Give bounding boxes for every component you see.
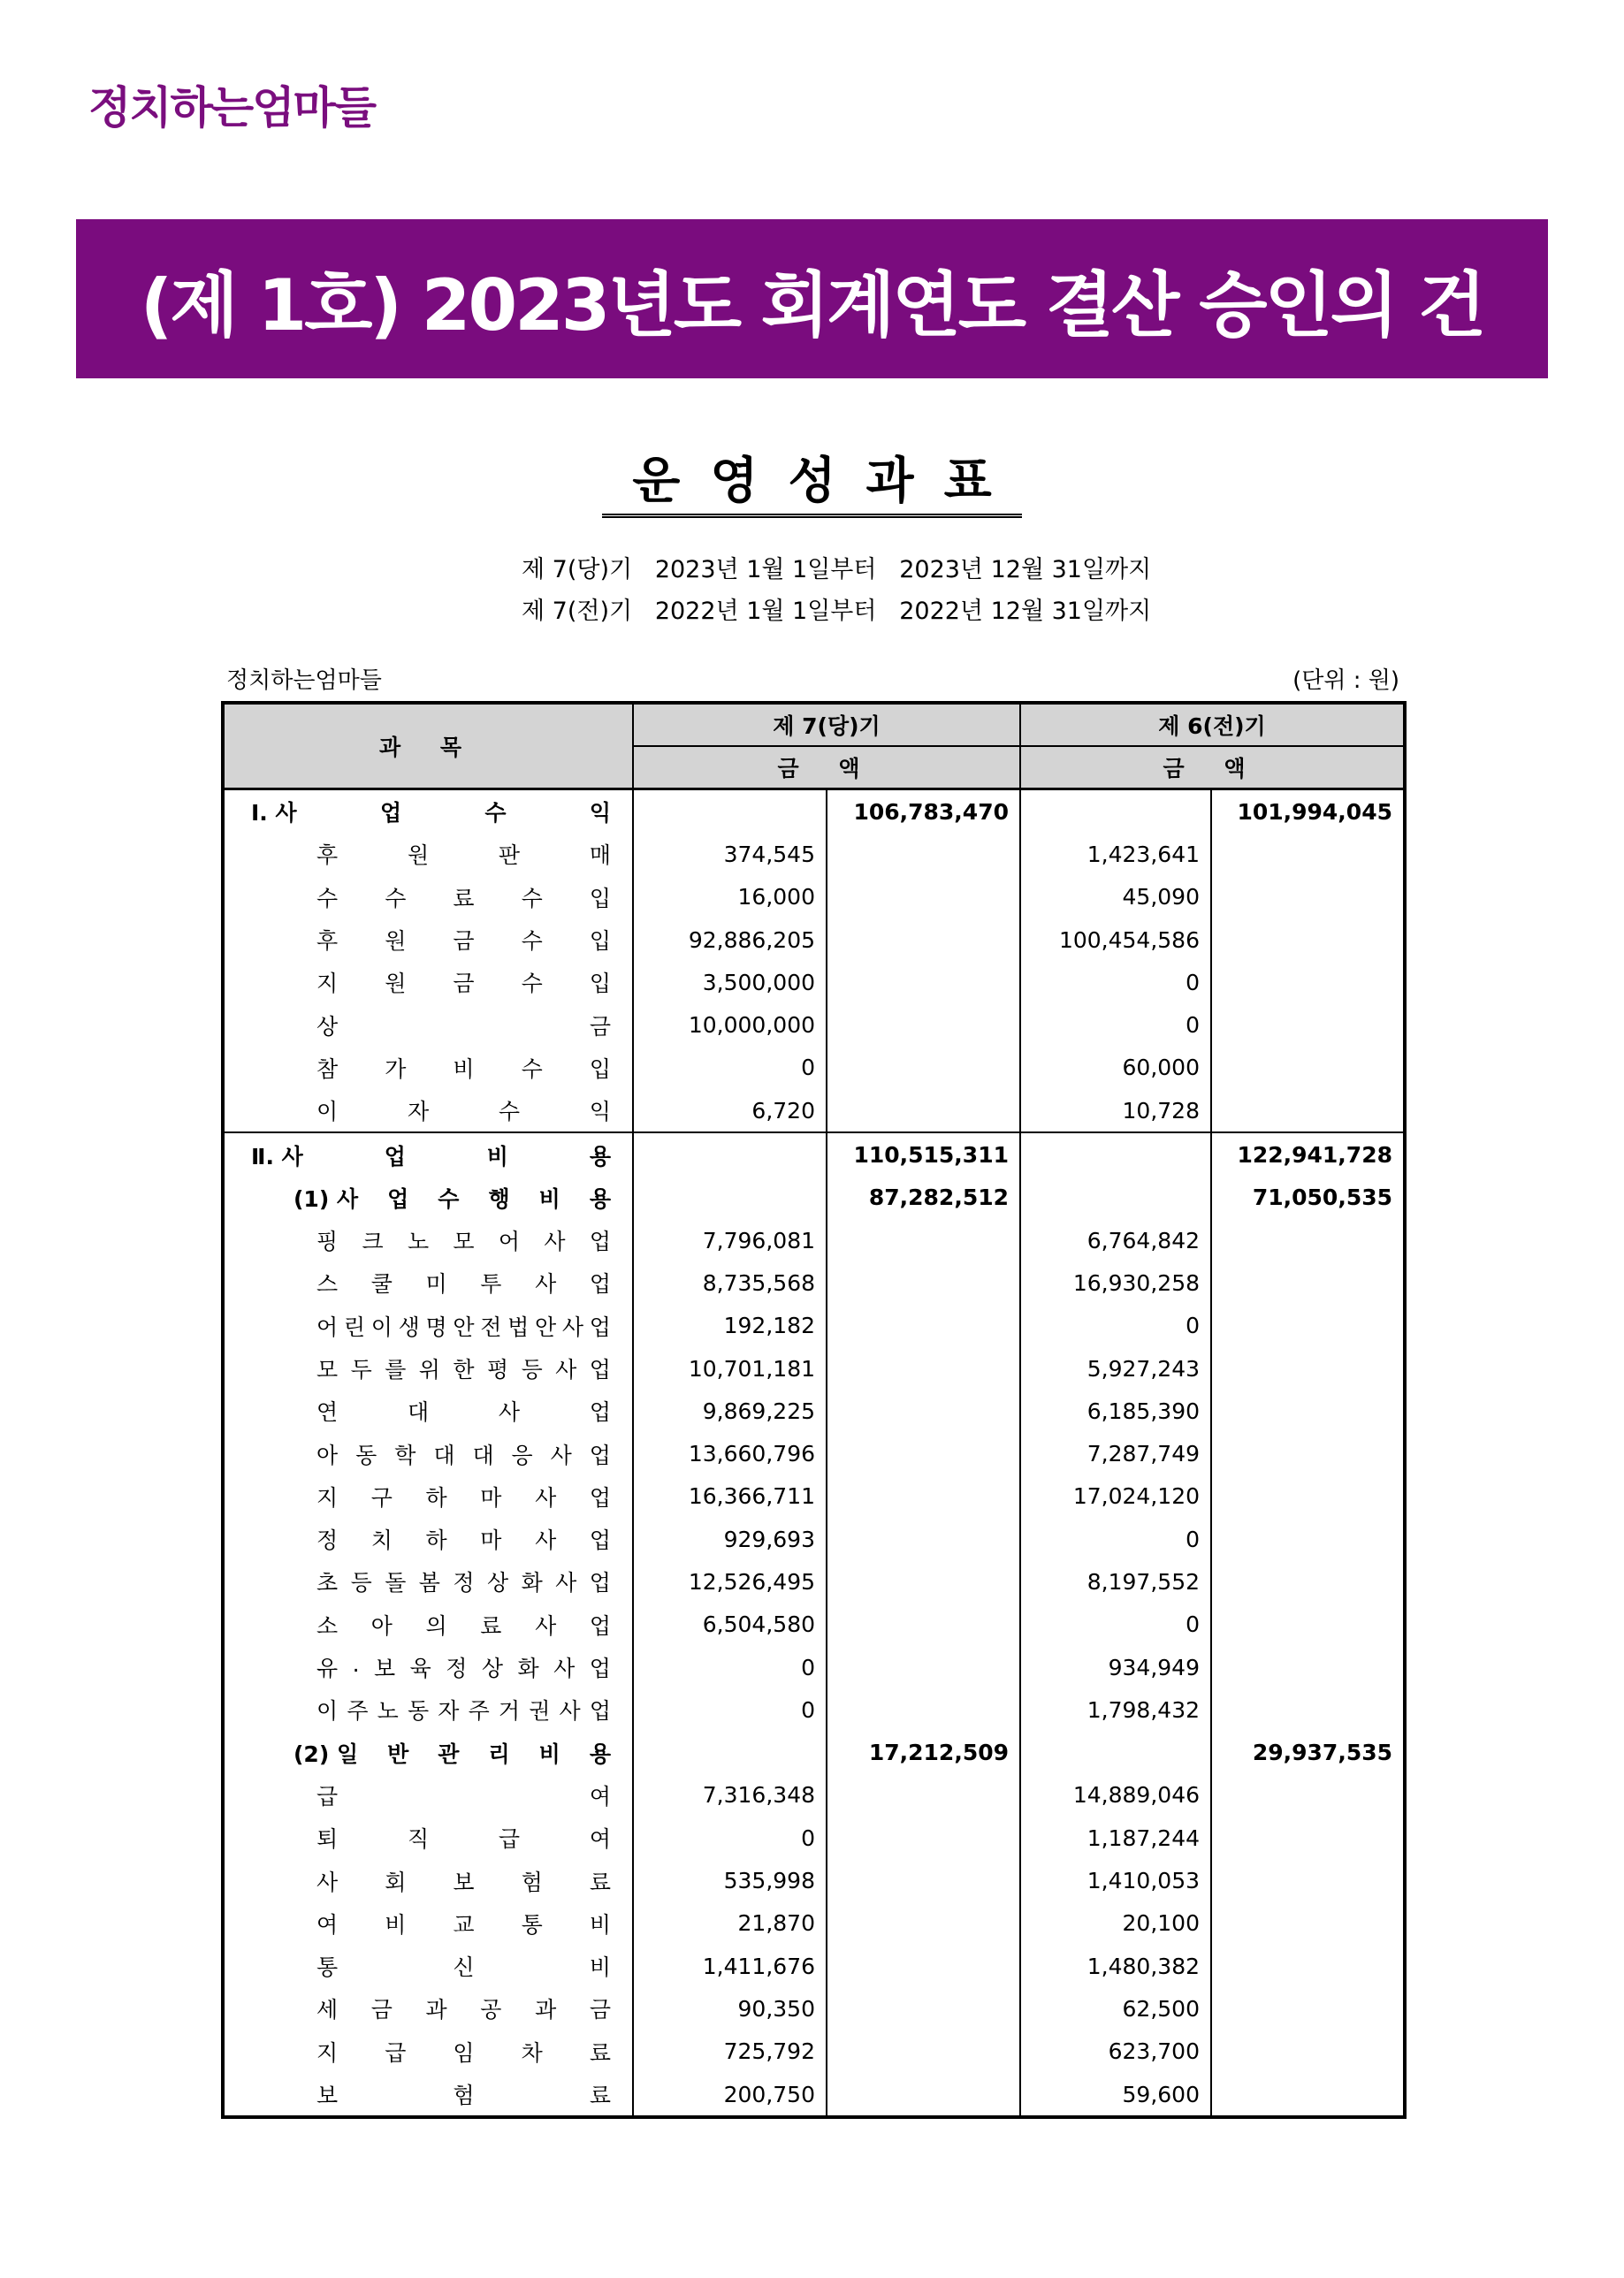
prior-detail-amount [1020, 1732, 1211, 1774]
account-cell [223, 1518, 633, 1560]
prior-detail-amount: 0 [1020, 961, 1211, 1003]
agenda-banner [76, 219, 1548, 378]
account-label: (2) 일 반 관 리 비 용 [294, 1741, 611, 1767]
current-detail-amount [633, 1132, 827, 1176]
prior-detail-amount: 1,423,641 [1020, 833, 1211, 875]
account-label: 통 신 비 [316, 1954, 611, 1981]
prior-detail-amount: 5,927,243 [1020, 1347, 1211, 1390]
current-detail-amount: 9,869,225 [633, 1390, 827, 1432]
current-total-amount [827, 1945, 1020, 1987]
prior-total-amount [1211, 1945, 1405, 1987]
table-row [223, 1987, 1405, 2030]
prior-total-amount [1211, 1305, 1405, 1347]
current-total-amount [827, 961, 1020, 1003]
prior-total-amount [1211, 1475, 1405, 1518]
prior-total-amount [1211, 1646, 1405, 1688]
prior-detail-amount: 7,287,749 [1020, 1432, 1211, 1474]
account-cell [223, 2030, 633, 2073]
table-row [223, 1347, 1405, 1390]
financial-statement-table [221, 701, 1407, 2119]
table-row [223, 1047, 1405, 1089]
account-cell [223, 1732, 633, 1774]
agenda-title: (제 1호) 2023년도 회계연도 결산 승인의 건 [140, 263, 1484, 347]
account-label: Ⅰ. 사 업 수 익 [251, 800, 611, 827]
table-row [223, 1560, 1405, 1603]
account-cell [223, 1475, 633, 1518]
header-prior-amount: 금 액 [1020, 746, 1405, 789]
account-label: 모 두 를 위 한 평 등 사 업 [316, 1357, 611, 1383]
current-total-amount [827, 876, 1020, 918]
current-detail-amount: 16,000 [633, 876, 827, 918]
current-detail-amount [633, 1177, 827, 1219]
prior-detail-amount: 62,500 [1020, 1987, 1211, 2030]
account-label: 핑 크 노 모 어 사 업 [316, 1229, 611, 1255]
current-total-amount [827, 2073, 1020, 2117]
prior-detail-amount: 1,410,053 [1020, 1859, 1211, 1901]
prior-detail-amount: 6,185,390 [1020, 1390, 1211, 1432]
current-total-amount [827, 1604, 1020, 1646]
table-row [223, 1646, 1405, 1688]
account-cell [223, 961, 633, 1003]
current-detail-amount: 6,720 [633, 1089, 827, 1132]
table-row [223, 1305, 1405, 1347]
current-detail-amount: 90,350 [633, 1987, 827, 2030]
prior-total-amount [1211, 2030, 1405, 2073]
account-cell [223, 1604, 633, 1646]
account-cell [223, 918, 633, 961]
account-cell [223, 1390, 633, 1432]
account-cell [223, 2073, 633, 2117]
account-cell [223, 1132, 633, 1176]
current-total-amount [827, 1518, 1020, 1560]
account-cell [223, 1560, 633, 1603]
table-row [223, 1261, 1405, 1304]
table-row [223, 1774, 1405, 1817]
table-row [223, 1604, 1405, 1646]
current-detail-amount: 8,735,568 [633, 1261, 827, 1304]
prior-total-amount [1211, 1774, 1405, 1817]
account-label: 후 원 판 매 [316, 842, 611, 869]
prior-detail-amount: 6,764,842 [1020, 1219, 1211, 1261]
current-total-amount [827, 1390, 1020, 1432]
current-total-amount [827, 1261, 1020, 1304]
table-row [223, 789, 1405, 834]
prior-detail-amount: 0 [1020, 1604, 1211, 1646]
table-row [223, 2073, 1405, 2117]
prior-detail-amount: 1,480,382 [1020, 1945, 1211, 1987]
current-total-amount [827, 1475, 1020, 1518]
account-cell [223, 1432, 633, 1474]
period-prior: 제 7(전)기 2022년 1월 1일부터 2022년 12월 31일까지 [522, 598, 1152, 625]
account-label: 수 수 료 수 입 [316, 885, 611, 911]
table-row [223, 1177, 1405, 1219]
current-detail-amount: 725,792 [633, 2030, 827, 2073]
prior-detail-amount [1020, 1132, 1211, 1176]
current-total-amount [827, 1047, 1020, 1089]
table-row [223, 2030, 1405, 2073]
period-current: 제 7(당)기 2023년 1월 1일부터 2023년 12월 31일까지 [522, 556, 1152, 583]
prior-total-amount [1211, 1518, 1405, 1560]
account-label: 스 쿨 미 투 사 업 [316, 1271, 611, 1298]
current-detail-amount: 3,500,000 [633, 961, 827, 1003]
current-detail-amount: 7,316,348 [633, 1774, 827, 1817]
table-row [223, 1688, 1405, 1731]
current-total-amount [827, 1560, 1020, 1603]
account-cell [223, 1347, 633, 1390]
header-current-amount: 금 액 [633, 746, 1020, 789]
account-cell [223, 1646, 633, 1688]
prior-total-amount [1211, 833, 1405, 875]
current-detail-amount: 374,545 [633, 833, 827, 875]
current-detail-amount: 12,526,495 [633, 1560, 827, 1603]
current-total-amount [827, 1305, 1020, 1347]
table-row [223, 833, 1405, 875]
current-detail-amount: 0 [633, 1688, 827, 1731]
current-total-amount [827, 1219, 1020, 1261]
prior-total-amount [1211, 1089, 1405, 1132]
prior-total-amount [1211, 961, 1405, 1003]
table-row [223, 1902, 1405, 1945]
account-label: 연 대 사 업 [316, 1399, 611, 1426]
current-total-amount [827, 1902, 1020, 1945]
current-detail-amount: 0 [633, 1817, 827, 1859]
prior-detail-amount: 0 [1020, 1518, 1211, 1560]
current-detail-amount: 192,182 [633, 1305, 827, 1347]
current-detail-amount: 0 [633, 1047, 827, 1089]
prior-detail-amount [1020, 1177, 1211, 1219]
account-label: (1) 사 업 수 행 비 용 [294, 1185, 611, 1212]
current-detail-amount: 0 [633, 1646, 827, 1688]
account-cell [223, 1902, 633, 1945]
current-total-amount: 87,282,512 [827, 1177, 1020, 1219]
account-label: 여 비 교 통 비 [316, 1911, 611, 1938]
prior-total-amount [1211, 1047, 1405, 1089]
current-detail-amount: 21,870 [633, 1902, 827, 1945]
prior-detail-amount: 14,889,046 [1020, 1774, 1211, 1817]
current-total-amount [827, 833, 1020, 875]
prior-detail-amount: 17,024,120 [1020, 1475, 1211, 1518]
prior-total-amount [1211, 876, 1405, 918]
account-cell [223, 1817, 633, 1859]
account-label: 사 회 보 험 료 [316, 1869, 611, 1895]
account-cell [223, 876, 633, 918]
current-total-amount [827, 1003, 1020, 1046]
current-detail-amount: 10,701,181 [633, 1347, 827, 1390]
document-title: 운영성과표 [602, 453, 1021, 518]
current-total-amount [827, 1089, 1020, 1132]
prior-total-amount [1211, 1432, 1405, 1474]
prior-total-amount [1211, 1261, 1405, 1304]
table-row [223, 1219, 1405, 1261]
account-label: 보 험 료 [316, 2083, 611, 2109]
account-label: 지 원 금 수 입 [316, 971, 611, 997]
account-label: 참 가 비 수 입 [316, 1055, 611, 1082]
current-total-amount [827, 1646, 1020, 1688]
prior-total-amount [1211, 1987, 1405, 2030]
prior-total-amount: 29,937,535 [1211, 1732, 1405, 1774]
prior-total-amount [1211, 1560, 1405, 1603]
prior-total-amount [1211, 1902, 1405, 1945]
prior-total-amount [1211, 918, 1405, 961]
table-row [223, 1132, 1405, 1176]
account-label: Ⅱ. 사 업 비 용 [251, 1143, 611, 1169]
prior-total-amount [1211, 2073, 1405, 2117]
prior-total-amount: 71,050,535 [1211, 1177, 1405, 1219]
brand-logo-text: 정치하는엄마들 [88, 82, 376, 133]
current-detail-amount [633, 789, 827, 834]
document-title-wrap [0, 442, 1624, 513]
table-row [223, 961, 1405, 1003]
prior-detail-amount: 45,090 [1020, 876, 1211, 918]
table-row [223, 1859, 1405, 1901]
prior-total-amount [1211, 1390, 1405, 1432]
current-detail-amount: 10,000,000 [633, 1003, 827, 1046]
account-label: 퇴 직 급 여 [316, 1826, 611, 1853]
current-total-amount [827, 1774, 1020, 1817]
header-current-period: 제 7(당)기 [633, 703, 1020, 746]
account-cell [223, 1089, 633, 1132]
prior-detail-amount: 0 [1020, 1305, 1211, 1347]
current-total-amount: 17,212,509 [827, 1732, 1020, 1774]
table-row [223, 1817, 1405, 1859]
account-label: 이 주 노 동 자 주 거 권 사 업 [316, 1698, 611, 1725]
prior-total-amount [1211, 1219, 1405, 1261]
table-row [223, 1732, 1405, 1774]
account-cell [223, 1987, 633, 2030]
account-cell [223, 833, 633, 875]
prior-detail-amount: 934,949 [1020, 1646, 1211, 1688]
prior-detail-amount: 1,187,244 [1020, 1817, 1211, 1859]
account-cell [223, 1688, 633, 1731]
current-detail-amount: 13,660,796 [633, 1432, 827, 1474]
prior-detail-amount: 0 [1020, 1003, 1211, 1046]
table-row [223, 876, 1405, 918]
prior-total-amount [1211, 1003, 1405, 1046]
account-cell [223, 789, 633, 834]
current-total-amount [827, 1688, 1020, 1731]
organization-name: 정치하는엄마들 [226, 667, 382, 694]
account-label: 지 구 하 마 사 업 [316, 1484, 611, 1511]
account-label: 후 원 금 수 입 [316, 928, 611, 955]
prior-total-amount [1211, 1347, 1405, 1390]
prior-detail-amount: 20,100 [1020, 1902, 1211, 1945]
account-label: 유 . 보 육 정 상 화 사 업 [316, 1651, 611, 1682]
current-total-amount [827, 1817, 1020, 1859]
current-total-amount: 110,515,311 [827, 1132, 1020, 1176]
current-detail-amount: 16,366,711 [633, 1475, 827, 1518]
account-label: 정 치 하 마 사 업 [316, 1528, 611, 1554]
account-cell [223, 1774, 633, 1817]
current-detail-amount: 535,998 [633, 1859, 827, 1901]
table-row [223, 1089, 1405, 1132]
current-total-amount [827, 918, 1020, 961]
current-detail-amount [633, 1732, 827, 1774]
prior-detail-amount: 10,728 [1020, 1089, 1211, 1132]
current-detail-amount: 92,886,205 [633, 918, 827, 961]
account-label: 어 린 이 생 명 안 전 법 안 사 업 [316, 1314, 611, 1340]
current-total-amount: 106,783,470 [827, 789, 1020, 834]
current-total-amount [827, 1859, 1020, 1901]
table-row [223, 918, 1405, 961]
table-row [223, 1432, 1405, 1474]
account-label: 소 아 의 료 사 업 [316, 1612, 611, 1639]
prior-total-amount: 101,994,045 [1211, 789, 1405, 834]
prior-total-amount [1211, 1817, 1405, 1859]
current-detail-amount: 7,796,081 [633, 1219, 827, 1261]
current-total-amount [827, 1432, 1020, 1474]
account-label: 이 자 수 익 [316, 1099, 611, 1125]
header-subject: 과 목 [223, 703, 633, 789]
prior-detail-amount: 1,798,432 [1020, 1688, 1211, 1731]
account-label: 지 급 임 차 료 [316, 2039, 611, 2066]
table-header [223, 703, 1405, 789]
current-detail-amount: 929,693 [633, 1518, 827, 1560]
account-cell [223, 1945, 633, 1987]
current-detail-amount: 200,750 [633, 2073, 827, 2117]
prior-detail-amount: 60,000 [1020, 1047, 1211, 1089]
account-label: 초 등 돌 봄 정 상 화 사 업 [316, 1570, 611, 1596]
account-cell [223, 1047, 633, 1089]
current-detail-amount: 1,411,676 [633, 1945, 827, 1987]
prior-detail-amount [1020, 789, 1211, 834]
table-row [223, 1390, 1405, 1432]
current-detail-amount: 6,504,580 [633, 1604, 827, 1646]
account-cell [223, 1305, 633, 1347]
header-prior-period: 제 6(전)기 [1020, 703, 1405, 746]
prior-total-amount [1211, 1859, 1405, 1901]
prior-detail-amount: 623,700 [1020, 2030, 1211, 2073]
account-label: 아 동 학 대 대 응 사 업 [316, 1442, 611, 1468]
table-row [223, 1518, 1405, 1560]
account-label: 급 여 [316, 1783, 611, 1809]
prior-detail-amount: 16,930,258 [1020, 1261, 1211, 1304]
table-row [223, 1475, 1405, 1518]
prior-detail-amount: 100,454,586 [1020, 918, 1211, 961]
account-cell [223, 1219, 633, 1261]
table-row [223, 1003, 1405, 1046]
account-label: 세 금 과 공 과 금 [316, 1997, 611, 2023]
prior-total-amount [1211, 1688, 1405, 1731]
prior-total-amount [1211, 1604, 1405, 1646]
table-body [223, 789, 1405, 2118]
table-row [223, 1945, 1405, 1987]
prior-detail-amount: 8,197,552 [1020, 1560, 1211, 1603]
current-total-amount [827, 1347, 1020, 1390]
account-cell [223, 1003, 633, 1046]
account-cell [223, 1261, 633, 1304]
unit-label: (단위 : 원) [1292, 667, 1399, 694]
account-cell [223, 1177, 633, 1219]
account-label: 상 금 [316, 1013, 611, 1040]
prior-total-amount: 122,941,728 [1211, 1132, 1405, 1176]
current-total-amount [827, 2030, 1020, 2073]
prior-detail-amount: 59,600 [1020, 2073, 1211, 2117]
current-total-amount [827, 1987, 1020, 2030]
account-cell [223, 1859, 633, 1901]
